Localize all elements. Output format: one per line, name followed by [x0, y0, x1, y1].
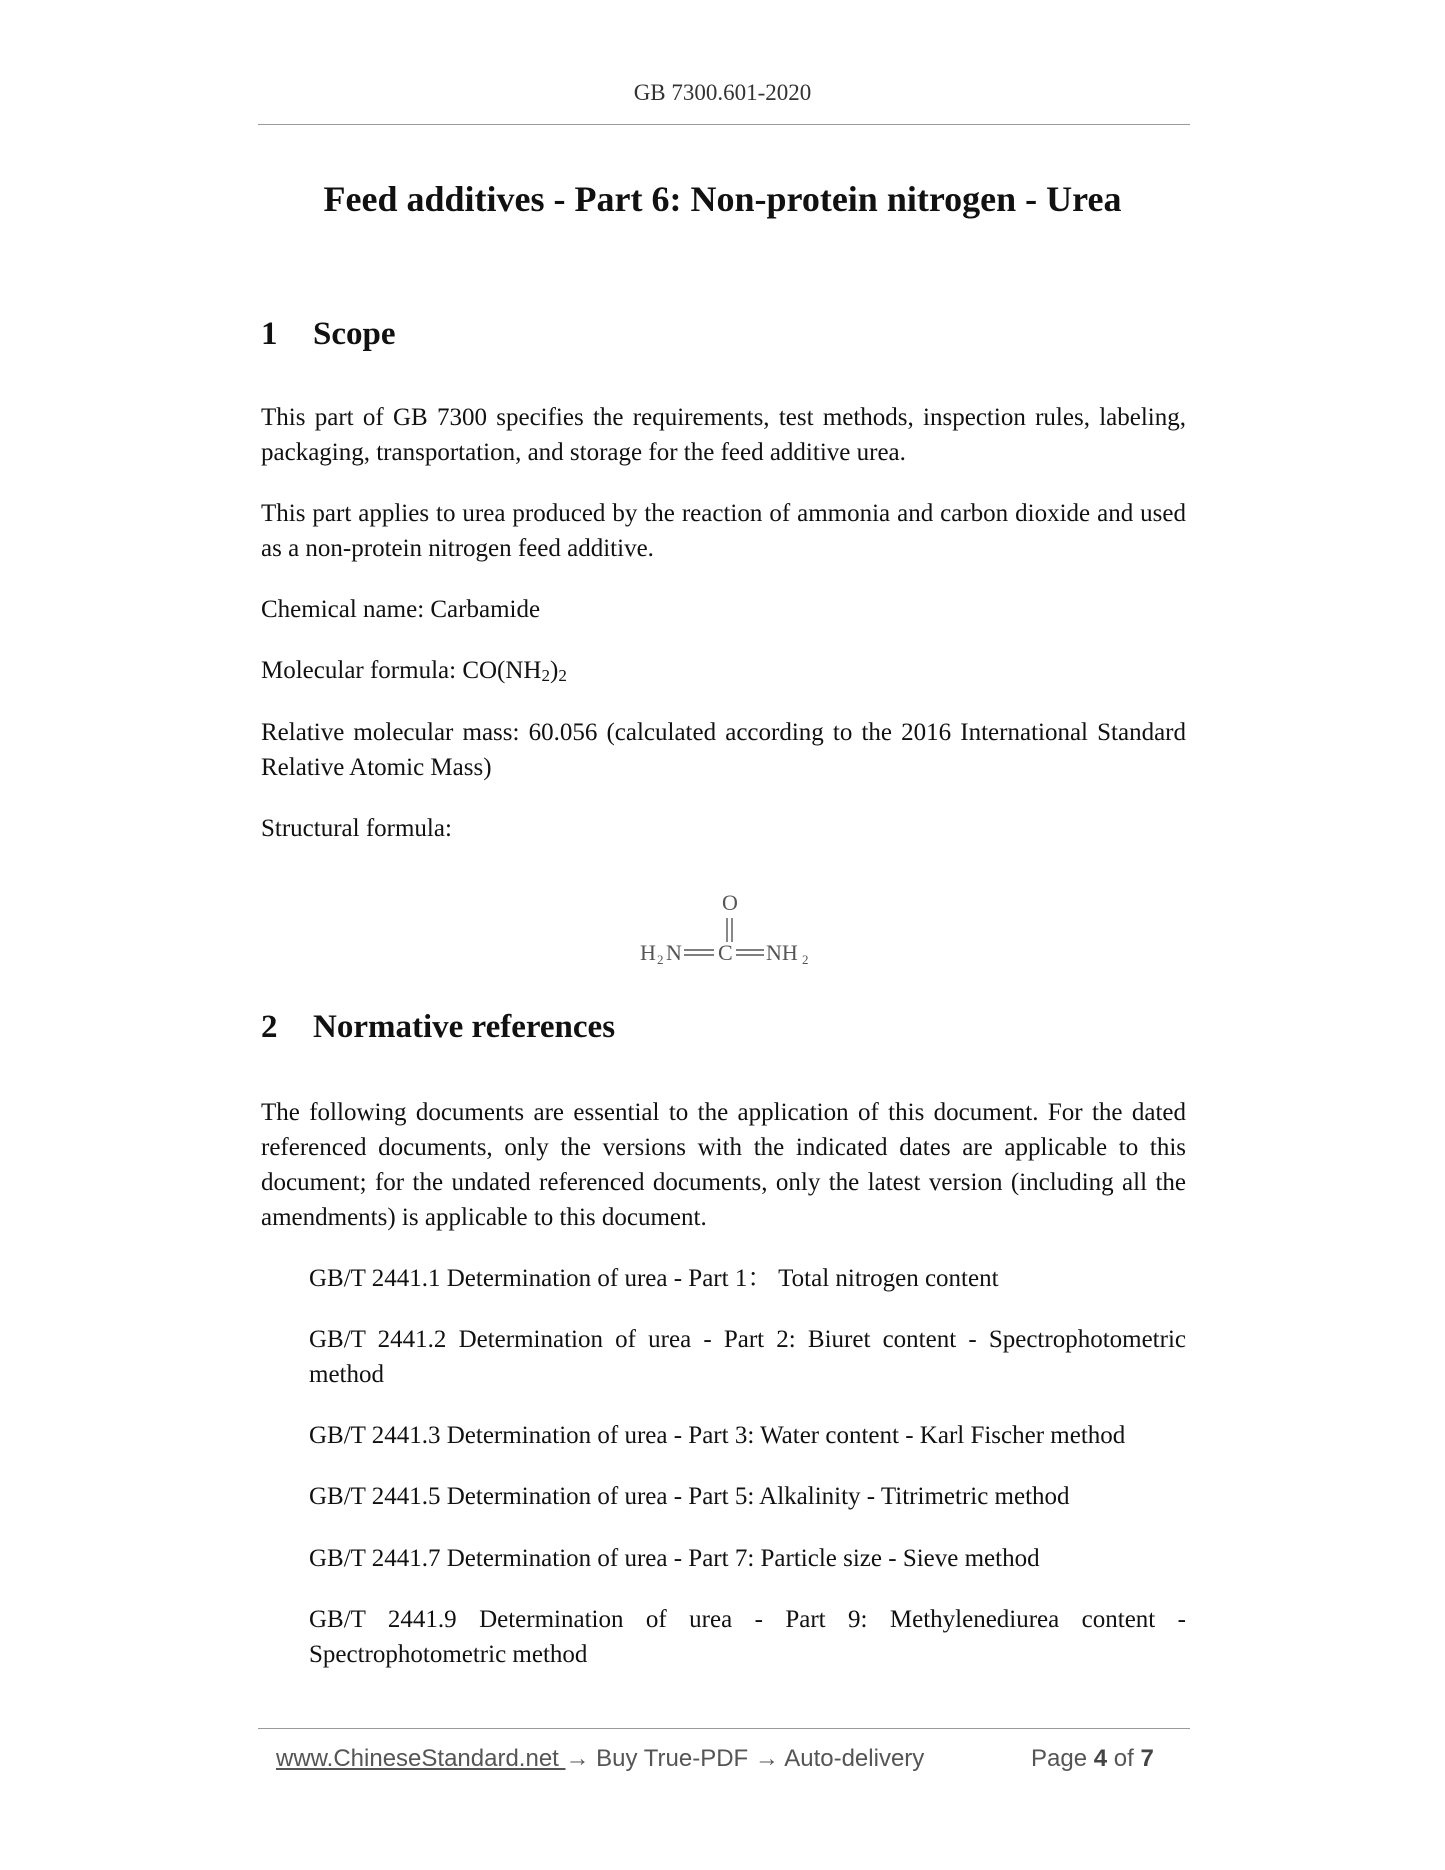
relative-molecular-mass: Relative molecular mass: 60.056 (calculated according to the 2016 International Standard Relative Atomic Mass)	[261, 719, 1186, 781]
buy-true-pdf-text: Buy True-PDF	[589, 1745, 755, 1772]
reference-item: GB/T 2441.9 Determination of urea - Part 9: Methylenediurea content - Spectrophotometric method	[309, 1606, 1186, 1668]
oxygen-atom: O	[722, 890, 738, 915]
scope-paragraph-2: This part applies to urea produced by the reaction of ammonia and carbon dioxide and used as a non-protein nitrogen feed additive.	[261, 500, 1186, 562]
molecular-formula-label: Molecular formula: CO(NH	[261, 657, 542, 684]
right-amine: NH	[766, 940, 798, 965]
scope-paragraph-1: This part of GB 7300 specifies the requirements, test methods, inspection rules, labeling, packaging, transportation, and storage for the feed additive urea.	[261, 404, 1186, 466]
total-page-count: 7	[1140, 1745, 1154, 1772]
section-1-number: 1	[261, 316, 278, 352]
section-1-title: Scope	[313, 316, 396, 352]
current-page-number: 4	[1093, 1745, 1108, 1772]
left-nitrogen: N	[666, 940, 682, 965]
section-2-title: Normative references	[313, 1009, 616, 1045]
footer-divider	[258, 1728, 1190, 1729]
formula-subscript-1: 2	[541, 666, 550, 685]
left-subscript: 2	[657, 952, 664, 967]
section-2-heading	[261, 1009, 615, 1046]
page-indicator	[1031, 1745, 1154, 1773]
structural-formula-label: Structural formula:	[261, 815, 452, 842]
section-1-heading	[261, 316, 396, 353]
carbon-atom: C	[718, 940, 733, 965]
reference-item: GB/T 2441.3 Determination of urea - Part 3: Water content - Karl Fischer method	[309, 1422, 1126, 1449]
reference-item: GB/T 2441.2 Determination of urea - Part 2: Biuret content - Spectrophotometric method	[309, 1326, 1186, 1388]
urea-structural-formula	[630, 880, 830, 980]
auto-delivery-text: Auto-delivery	[778, 1745, 925, 1772]
reference-item: GB/T 2441.1 Determination of urea - Part 1： Total nitrogen content	[309, 1265, 999, 1292]
chinesestandard-link[interactable]: www.ChineseStandard.net	[276, 1745, 566, 1772]
reference-item: GB/T 2441.5 Determination of urea - Part 5: Alkalinity - Titrimetric method	[309, 1483, 1070, 1510]
left-hydrogen: H	[640, 940, 656, 965]
formula-subscript-2: 2	[558, 666, 567, 685]
normative-intro: The following documents are essential to the application of this document. For the dated referenced documents, only the versions with the indicated dates are applicable to this document; for the undated referenced documents, only the latest version (including all the amendments) is applicable to this document.	[261, 1099, 1186, 1231]
chemical-name: Chemical name: Carbamide	[261, 596, 541, 623]
reference-item: GB/T 2441.7 Determination of urea - Part 7: Particle size - Sieve method	[309, 1545, 1040, 1572]
page-footer	[276, 1745, 1176, 1773]
section-2-number: 2	[261, 1009, 278, 1045]
molecular-formula	[261, 653, 1186, 693]
header-standard-code: GB 7300.601-2020	[633, 80, 812, 105]
document-title: Feed additives - Part 6: Non-protein nitrogen - Urea	[323, 179, 1122, 219]
arrow-right-icon: →	[754, 1745, 779, 1772]
right-subscript: 2	[802, 952, 809, 967]
page-word: Page	[1031, 1745, 1094, 1772]
formula-close-paren: )	[549, 657, 559, 684]
header-divider	[258, 124, 1190, 125]
of-word: of	[1107, 1745, 1141, 1772]
arrow-right-icon: →	[565, 1745, 590, 1772]
